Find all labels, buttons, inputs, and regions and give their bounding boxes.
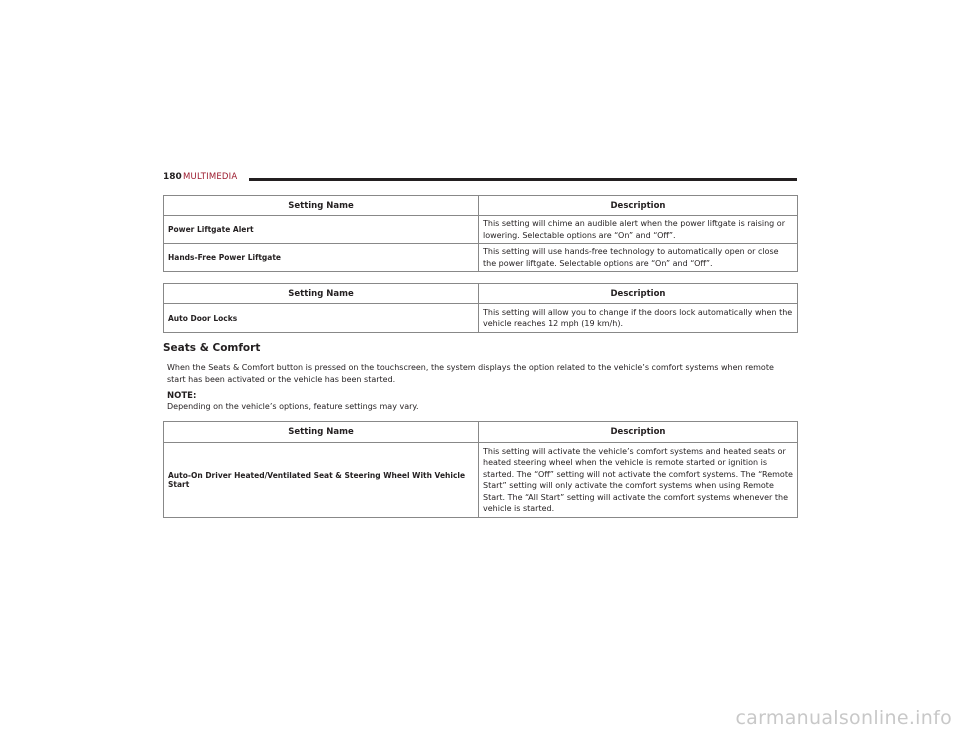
setting-name-cell: Auto Door Locks — [164, 304, 479, 333]
setting-description-cell: This setting will use hands-free technology to automatically open or close the power liftgate. Selectable options are “On” and “Off”. — [479, 244, 798, 272]
note-label: NOTE: — [167, 391, 197, 401]
settings-table-seats-comfort — [163, 421, 798, 518]
watermark-text: carmanualsonline.info — [735, 707, 952, 729]
section-label: MULTIMEDIA — [183, 172, 238, 182]
column-header-setting-name: Setting Name — [164, 284, 479, 304]
table-row — [164, 216, 798, 244]
note-text: Depending on the vehicle’s options, feature settings may vary. — [167, 402, 419, 411]
settings-table-liftgate — [163, 195, 798, 272]
column-header-description: Description — [479, 284, 798, 304]
setting-name-cell: Hands-Free Power Liftgate — [164, 244, 479, 272]
setting-name-cell: Auto-On Driver Heated/Ventilated Seat & Steering Wheel With Vehicle Start — [164, 443, 479, 518]
page-header — [163, 172, 797, 186]
table-row — [164, 244, 798, 272]
setting-description-cell: This setting will allow you to change if the doors lock automatically when the vehicle reaches 12 mph (19 km/h). — [479, 304, 798, 333]
settings-table-door-locks — [163, 283, 798, 333]
setting-description-cell: This setting will chime an audible alert when the power liftgate is raising or lowering. Selectable options are “On” and “Off”. — [479, 216, 798, 244]
setting-name-cell: Power Liftgate Alert — [164, 216, 479, 244]
setting-description-cell: This setting will activate the vehicle’s comfort systems and heated seats or heated steering wheel when the vehicle is remote started or ignition is started. The “Off” setting will not activate the comfort systems. The “Remote Start” setting will only activate the comfort systems when using Remote Start. The “All Start” setting will activate the comfort systems whenever the vehicle is started. — [479, 443, 798, 518]
column-header-setting-name: Setting Name — [164, 422, 479, 443]
table-row — [164, 443, 798, 518]
column-header-setting-name: Setting Name — [164, 196, 479, 216]
header-rule — [249, 178, 797, 181]
section-heading: Seats & Comfort — [163, 342, 261, 354]
column-header-description: Description — [479, 196, 798, 216]
section-body-text: When the Seats & Comfort button is pressed on the touchscreen, the system displays the option related to the vehicle’s comfort systems when remote start has been activated or the vehicle has been started. — [167, 363, 774, 384]
page-number: 180 — [163, 172, 182, 182]
table-row — [164, 304, 798, 333]
column-header-description: Description — [479, 422, 798, 443]
